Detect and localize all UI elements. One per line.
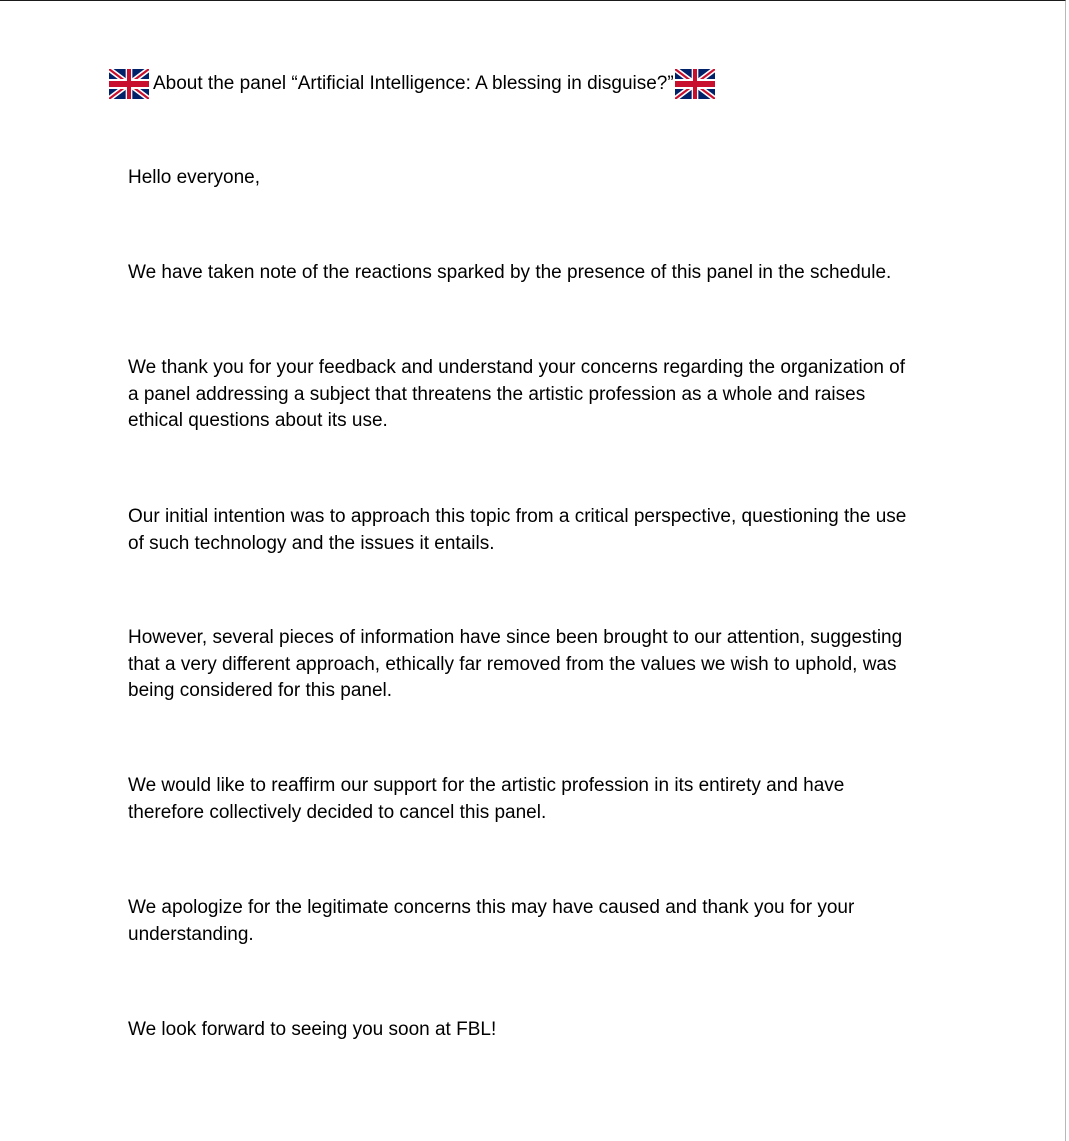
text-line: We look forward to seeing you soon at FBL!	[128, 1019, 497, 1040]
text-line: Hello everyone,	[128, 167, 261, 188]
feedback-paragraph	[128, 355, 948, 435]
reactions-paragraph	[128, 260, 948, 287]
uk-flag-icon	[109, 69, 149, 99]
title-text: About the panel “Artificial Intelligence: A blessing in disguise?”	[153, 73, 674, 94]
text-line: We thank you for your feedback and understand your concerns regarding the organization of	[128, 357, 906, 378]
text-line: We would like to reaffirm our support for the artistic profession in its entirety and have	[128, 775, 845, 796]
text-line: We apologize for the legitimate concerns this may have caused and thank you for your	[128, 897, 855, 918]
apology-paragraph	[128, 895, 948, 948]
text-line: a panel addressing a subject that threatens the artistic profession as a whole and raises	[128, 383, 866, 405]
text-line: Our initial intention was to approach this topic from a critical perspective, questioning the use	[128, 506, 907, 527]
text-line: of such technology and the issues it entails.	[128, 532, 495, 554]
greeting-paragraph	[128, 165, 948, 192]
text-line: However, several pieces of information have since been brought to our attention, suggesting	[128, 627, 903, 648]
text-line: understanding.	[128, 923, 254, 945]
text-line: that a very different approach, ethically far removed from the values we wish to uphold, was	[128, 653, 897, 675]
text-line: We have taken note of the reactions sparked by the presence of this panel in the schedule.	[128, 262, 892, 283]
uk-flag-icon	[675, 69, 715, 99]
support-paragraph	[128, 773, 948, 826]
intention-paragraph	[128, 504, 948, 557]
information-paragraph	[128, 625, 948, 705]
text-line: ethical questions about its use.	[128, 410, 388, 431]
text-line: being considered for this panel.	[128, 680, 393, 701]
document-title	[109, 68, 715, 100]
text-line: therefore collectively decided to cancel this panel.	[128, 801, 547, 823]
closing-paragraph	[128, 1017, 948, 1044]
